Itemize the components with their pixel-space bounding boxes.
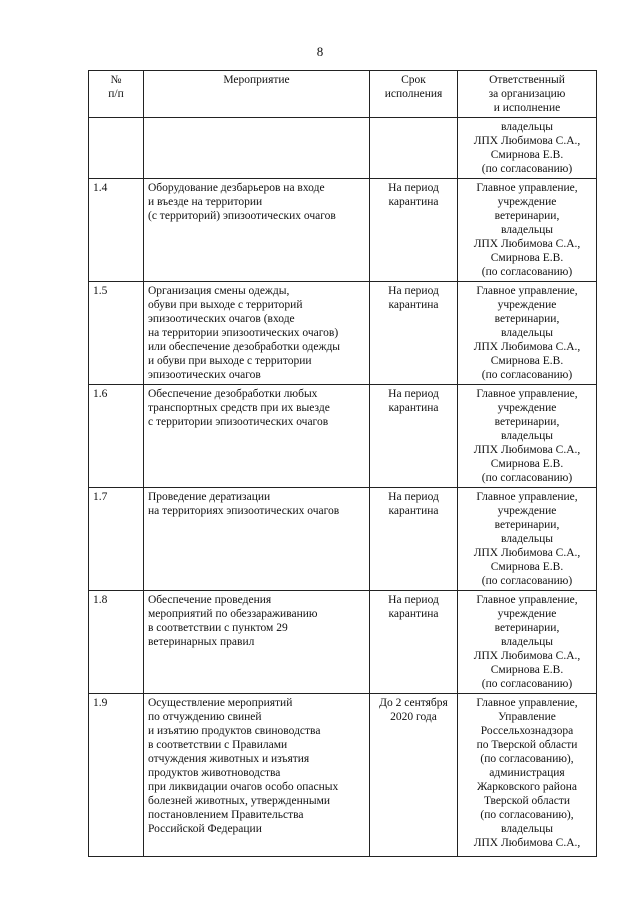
term-cell bbox=[370, 179, 458, 282]
table-row bbox=[89, 591, 597, 694]
responsible-line: Смирнова Е.В. bbox=[490, 458, 564, 470]
responsible-line: ЛПХ Любимова С.А., bbox=[473, 837, 581, 849]
table-row bbox=[89, 179, 597, 282]
table-row bbox=[89, 385, 597, 488]
activity-line: Российской Федерации bbox=[148, 823, 262, 835]
activity-line: постановлением Правительства bbox=[148, 809, 304, 821]
table-row bbox=[89, 282, 597, 385]
activity-cell bbox=[144, 282, 370, 385]
table-header-row bbox=[89, 71, 597, 118]
responsible-line: (по согласованию) bbox=[481, 266, 573, 278]
responsible-line: владельцы bbox=[501, 533, 553, 545]
term-line: карантина bbox=[388, 299, 439, 311]
activity-line: (с территорий) эпизоотических очагов bbox=[148, 210, 336, 222]
responsible-line: Смирнова Е.В. bbox=[490, 149, 564, 161]
row-number-cell bbox=[89, 118, 144, 179]
responsible-cell bbox=[458, 179, 597, 282]
responsible-line: по Тверской области bbox=[476, 739, 578, 751]
activity-line: Организация смены одежды, bbox=[148, 285, 290, 297]
responsible-line: Смирнова Е.В. bbox=[490, 252, 564, 264]
responsible-line: Смирнова Е.В. bbox=[490, 664, 564, 676]
responsible-line: (по согласованию) bbox=[481, 369, 573, 381]
responsible-line: ветеринарии, bbox=[494, 519, 560, 531]
responsible-line: Главное управление, bbox=[476, 697, 578, 709]
term-line: карантина bbox=[388, 608, 439, 620]
activity-line: с территории эпизоотических очагов bbox=[148, 416, 329, 428]
responsible-line: администрация bbox=[489, 767, 565, 779]
header-line: и исполнение bbox=[493, 102, 561, 114]
activity-line: и въезде на территории bbox=[148, 196, 263, 208]
responsible-line: учреждение bbox=[497, 402, 557, 414]
term-line: карантина bbox=[388, 196, 439, 208]
activity-line: мероприятий по обеззараживанию bbox=[148, 608, 318, 620]
responsible-line: ЛПХ Любимова С.А., bbox=[473, 135, 581, 147]
responsible-line: владельцы bbox=[501, 636, 553, 648]
activity-line: Проведение дератизации bbox=[148, 491, 271, 503]
responsible-line: учреждение bbox=[497, 608, 557, 620]
header-term bbox=[370, 71, 458, 118]
term-cell bbox=[370, 591, 458, 694]
activity-line: по отчуждению свиней bbox=[148, 711, 262, 723]
activity-line: при ликвидации очагов особо опасных bbox=[148, 781, 339, 793]
responsible-cell bbox=[458, 591, 597, 694]
row-number-cell: 1.6 bbox=[89, 385, 144, 488]
activity-line: и изъятию продуктов свиноводства bbox=[148, 725, 321, 737]
term-line: На период bbox=[388, 491, 439, 503]
term-line: карантина bbox=[388, 505, 439, 517]
responsible-line: ЛПХ Любимова С.А., bbox=[473, 547, 581, 559]
activity-line: эпизоотических очагов bbox=[148, 369, 261, 381]
activity-cell bbox=[144, 385, 370, 488]
responsible-line: ветеринарии, bbox=[494, 210, 560, 222]
header-line: Мероприятие bbox=[223, 74, 290, 86]
responsible-line: ветеринарии, bbox=[494, 416, 560, 428]
activity-line: Оборудование дезбарьеров на входе bbox=[148, 182, 325, 194]
responsible-cell bbox=[458, 694, 597, 857]
row-number-cell: 1.8 bbox=[89, 591, 144, 694]
responsible-cell bbox=[458, 385, 597, 488]
responsible-line: владельцы bbox=[501, 224, 553, 236]
responsible-line: учреждение bbox=[497, 196, 557, 208]
responsible-line: Управление bbox=[498, 711, 556, 723]
term-line: карантина bbox=[388, 402, 439, 414]
responsible-line: ЛПХ Любимова С.А., bbox=[473, 444, 581, 456]
responsible-line: Смирнова Е.В. bbox=[490, 355, 564, 367]
responsible-line: Главное управление, bbox=[476, 182, 578, 194]
responsible-cell bbox=[458, 488, 597, 591]
responsible-line: учреждение bbox=[497, 299, 557, 311]
responsible-line: Смирнова Е.В. bbox=[490, 561, 564, 573]
responsible-line: Главное управление, bbox=[476, 388, 578, 400]
term-line: На период bbox=[388, 388, 439, 400]
activity-line: в соответствии с пунктом 29 bbox=[148, 622, 288, 634]
term-cell bbox=[370, 118, 458, 179]
term-line: На период bbox=[388, 594, 439, 606]
activity-line: эпизоотических очагов (входе bbox=[148, 313, 295, 325]
activity-line: на территориях эпизоотических очагов bbox=[148, 505, 340, 517]
activity-cell bbox=[144, 488, 370, 591]
term-line: До 2 сентября bbox=[379, 697, 448, 709]
responsible-line: Главное управление, bbox=[476, 594, 578, 606]
responsible-line: (по согласованию) bbox=[481, 678, 573, 690]
responsible-line: (по согласованию) bbox=[481, 472, 573, 484]
row-number-cell: 1.7 bbox=[89, 488, 144, 591]
header-responsible bbox=[458, 71, 597, 118]
responsible-line: Жарковского района bbox=[477, 781, 577, 793]
activity-cell bbox=[144, 118, 370, 179]
header-line: № bbox=[110, 74, 122, 86]
responsible-line: Тверской области bbox=[484, 795, 570, 807]
row-number-cell: 1.5 bbox=[89, 282, 144, 385]
term-line: На период bbox=[388, 285, 439, 297]
activity-line: транспортных средств при их выезде bbox=[148, 402, 330, 414]
responsible-line: ЛПХ Любимова С.А., bbox=[473, 341, 581, 353]
activity-cell bbox=[144, 591, 370, 694]
table-row bbox=[89, 488, 597, 591]
table-row bbox=[89, 694, 597, 857]
responsible-line: ветеринарии, bbox=[494, 313, 560, 325]
responsible-line: (по согласованию), bbox=[480, 809, 574, 821]
activity-line: или обеспечение дезобработки одежды bbox=[148, 341, 341, 353]
term-line: На период bbox=[388, 182, 439, 194]
row-number-cell: 1.9 bbox=[89, 694, 144, 857]
measures-table bbox=[88, 70, 597, 857]
activity-line: отчуждения животных и изъятия bbox=[148, 753, 310, 765]
responsible-line: (по согласованию) bbox=[481, 575, 573, 587]
responsible-cell bbox=[458, 118, 597, 179]
responsible-line: (по согласованию), bbox=[480, 753, 574, 765]
header-line: п/п bbox=[108, 88, 124, 100]
activity-line: обуви при выходе с территорий bbox=[148, 299, 303, 311]
responsible-cell bbox=[458, 282, 597, 385]
activity-line: болезней животных, утвержденными bbox=[148, 795, 331, 807]
activity-line: ветеринарных правил bbox=[148, 636, 255, 648]
term-cell bbox=[370, 385, 458, 488]
activity-line: на территории эпизоотических очагов) bbox=[148, 327, 339, 339]
responsible-line: (по согласованию) bbox=[481, 163, 573, 175]
page-number: 8 bbox=[316, 44, 324, 59]
responsible-line: владельцы bbox=[501, 823, 553, 835]
activity-line: Обеспечение дезобработки любых bbox=[148, 388, 318, 400]
activity-cell bbox=[144, 694, 370, 857]
responsible-line: Главное управление, bbox=[476, 491, 578, 503]
header-line: исполнения bbox=[384, 88, 443, 100]
term-cell bbox=[370, 282, 458, 385]
table-body bbox=[89, 118, 597, 857]
responsible-line: владельцы bbox=[501, 430, 553, 442]
activity-line: и обуви при выходе с территории bbox=[148, 355, 312, 367]
row-number-cell: 1.4 bbox=[89, 179, 144, 282]
responsible-line: ЛПХ Любимова С.А., bbox=[473, 238, 581, 250]
responsible-line: владельцы bbox=[501, 327, 553, 339]
term-line: 2020 года bbox=[390, 711, 437, 723]
activity-cell bbox=[144, 179, 370, 282]
responsible-line: ЛПХ Любимова С.А., bbox=[473, 650, 581, 662]
header-line: Ответственный bbox=[489, 74, 565, 86]
term-cell bbox=[370, 694, 458, 857]
header-number bbox=[89, 71, 144, 118]
responsible-line: учреждение bbox=[497, 505, 557, 517]
responsible-line: Россельхознадзора bbox=[480, 725, 574, 737]
activity-line: Осуществление мероприятий bbox=[148, 697, 293, 709]
responsible-line: Главное управление, bbox=[476, 285, 578, 297]
table-row bbox=[89, 118, 597, 179]
activity-line: продуктов животноводства bbox=[148, 767, 281, 779]
responsible-line: владельцы bbox=[501, 121, 553, 133]
term-cell bbox=[370, 488, 458, 591]
responsible-line: ветеринарии, bbox=[494, 622, 560, 634]
activity-line: в соответствии с Правилами bbox=[148, 739, 288, 751]
header-line: Срок bbox=[401, 74, 426, 86]
header-line: за организацию bbox=[488, 88, 566, 100]
activity-line: Обеспечение проведения bbox=[148, 594, 272, 606]
header-activity bbox=[144, 71, 370, 118]
